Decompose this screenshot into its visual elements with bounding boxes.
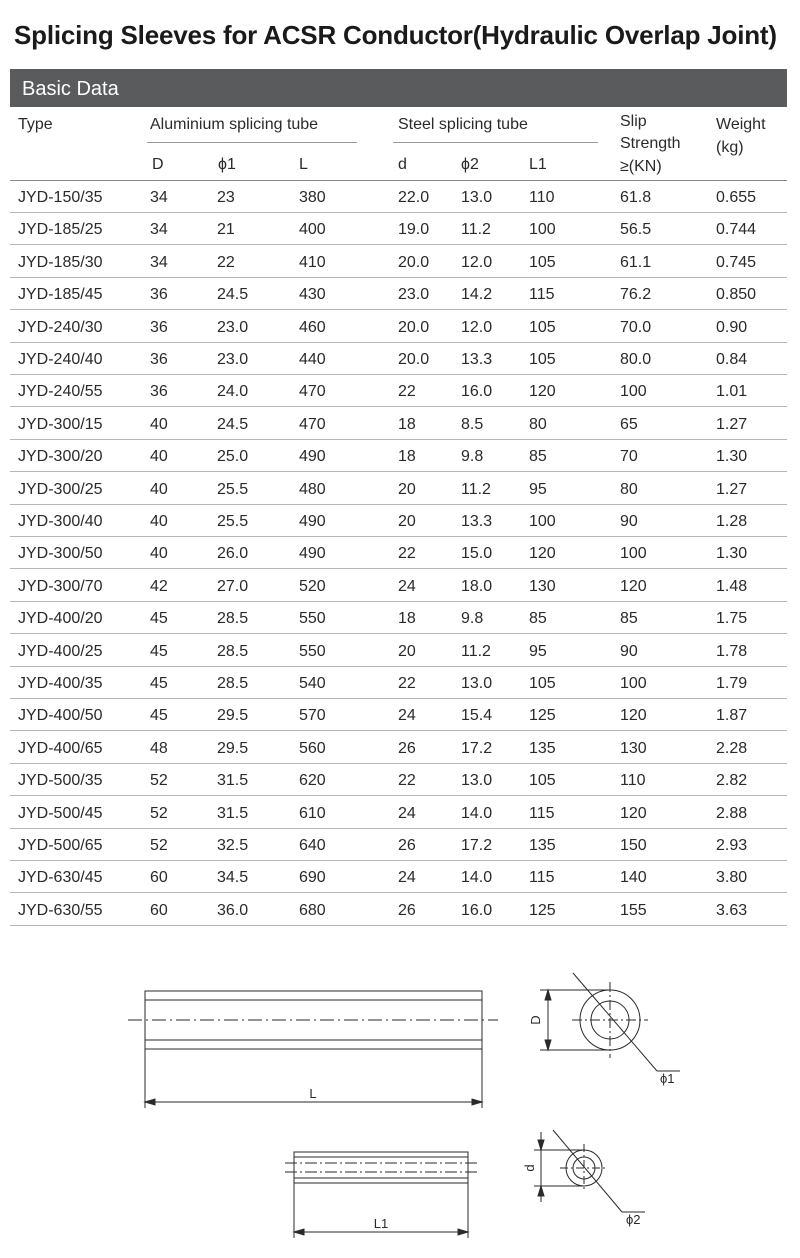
cell-d: 24 xyxy=(398,869,416,887)
cell-d: 26 xyxy=(398,739,416,757)
label-D: D xyxy=(528,1015,543,1025)
cell-phi1: 23.0 xyxy=(217,318,249,336)
cell-phi2: 16.0 xyxy=(461,383,493,401)
cell-L: 540 xyxy=(299,675,326,692)
cell-type: JYD-630/55 xyxy=(18,901,103,919)
cell-D: 40 xyxy=(150,448,168,466)
cell-phi1: 23.0 xyxy=(217,351,249,368)
col-header-phi1: ϕ1 xyxy=(218,156,236,173)
cell-type: JYD-150/35 xyxy=(18,189,103,206)
table-row xyxy=(10,667,787,699)
cell-weight: 1.27 xyxy=(716,415,748,433)
cell-phi2: 8.5 xyxy=(461,415,484,433)
cell-weight: 1.01 xyxy=(716,383,748,401)
cell-L1: 105 xyxy=(529,253,556,271)
cell-weight: 1.75 xyxy=(716,610,748,628)
cell-d: 18 xyxy=(398,610,416,628)
cell-L: 640 xyxy=(299,837,326,854)
cell-slip: 65 xyxy=(620,415,638,433)
cell-slip: 90 xyxy=(620,513,638,530)
table-row xyxy=(10,764,787,796)
cell-weight: 0.84 xyxy=(716,351,748,368)
cell-L1: 105 xyxy=(529,772,556,790)
col-header-slip-2: Strength xyxy=(620,135,681,152)
cell-L: 550 xyxy=(299,610,326,628)
cell-d: 26 xyxy=(398,901,416,919)
cell-L: 380 xyxy=(299,189,326,206)
cell-L1: 130 xyxy=(529,577,556,595)
cell-phi1: 23 xyxy=(217,189,235,206)
col-header-slip-3: ≥(KN) xyxy=(620,158,662,175)
cell-D: 34 xyxy=(150,189,168,206)
cell-phi2: 17.2 xyxy=(461,739,493,757)
cell-slip: 150 xyxy=(620,837,647,854)
cell-type: JYD-400/65 xyxy=(18,739,103,757)
cell-phi2: 17.2 xyxy=(461,837,493,854)
cell-phi1: 29.5 xyxy=(217,739,249,757)
cell-phi2: 14.0 xyxy=(461,869,493,887)
cell-weight: 2.93 xyxy=(716,837,748,854)
cell-slip: 100 xyxy=(620,545,647,563)
cell-type: JYD-300/15 xyxy=(18,415,103,433)
cell-phi2: 15.4 xyxy=(461,707,493,725)
cell-phi2: 13.0 xyxy=(461,675,493,692)
table-row xyxy=(10,278,787,310)
cell-L: 480 xyxy=(299,480,326,498)
cell-type: JYD-400/35 xyxy=(18,675,103,692)
cell-d: 20.0 xyxy=(398,351,430,368)
cell-type: JYD-400/20 xyxy=(18,610,103,628)
cell-L1: 110 xyxy=(529,189,555,206)
cell-phi1: 34.5 xyxy=(217,869,249,887)
cell-type: JYD-185/45 xyxy=(18,286,103,304)
cell-weight: 1.27 xyxy=(716,480,748,498)
cell-L1: 105 xyxy=(529,318,556,336)
table-row xyxy=(10,408,787,440)
cell-L1: 105 xyxy=(529,675,556,692)
cell-D: 45 xyxy=(150,642,168,660)
col-header-weight-2: (kg) xyxy=(716,139,744,156)
cell-slip: 61.1 xyxy=(620,253,652,271)
cell-slip: 110 xyxy=(620,772,646,790)
cell-phi1: 28.5 xyxy=(217,610,249,628)
cell-weight: 0.850 xyxy=(716,286,757,304)
cell-phi1: 27.0 xyxy=(217,577,249,595)
cell-L1: 85 xyxy=(529,610,547,628)
cell-type: JYD-300/50 xyxy=(18,545,103,563)
cell-phi2: 9.8 xyxy=(461,610,484,628)
cell-d: 24 xyxy=(398,577,416,595)
cell-d: 20 xyxy=(398,513,416,530)
cell-phi2: 12.0 xyxy=(461,318,493,336)
cell-phi2: 13.0 xyxy=(461,772,493,790)
cell-D: 45 xyxy=(150,707,168,725)
cell-phi1: 25.5 xyxy=(217,480,249,498)
cell-d: 20 xyxy=(398,480,416,498)
cell-L1: 125 xyxy=(529,901,556,919)
cell-weight: 1.28 xyxy=(716,513,748,530)
cell-phi1: 26.0 xyxy=(217,545,249,563)
page-title: Splicing Sleeves for ACSR Conductor(Hydraulic Overlap Joint) xyxy=(14,20,777,50)
col-header-slip-1: Slip xyxy=(620,113,647,130)
cell-type: JYD-500/35 xyxy=(18,772,103,790)
cell-slip: 100 xyxy=(620,383,647,401)
table-row xyxy=(10,861,787,893)
cell-D: 52 xyxy=(150,837,168,854)
table-row xyxy=(10,732,787,764)
section-header: Basic Data xyxy=(10,69,787,107)
col-header-L1: L1 xyxy=(529,156,547,173)
cell-weight: 2.82 xyxy=(716,772,748,790)
cell-weight: 1.78 xyxy=(716,642,748,660)
table-row xyxy=(10,473,787,505)
col-header-phi2: ϕ2 xyxy=(461,156,479,173)
col-group-steel: Steel splicing tube xyxy=(398,116,528,133)
cell-type: JYD-500/65 xyxy=(18,837,103,854)
cell-slip: 155 xyxy=(620,901,647,919)
cell-weight: 2.88 xyxy=(716,804,748,822)
cell-phi1: 36.0 xyxy=(217,901,249,919)
group-underline-aluminium xyxy=(147,142,357,143)
cell-D: 45 xyxy=(150,610,168,628)
table-row xyxy=(10,343,787,375)
cell-phi2: 14.2 xyxy=(461,286,493,304)
cell-phi2: 12.0 xyxy=(461,253,493,271)
cell-L: 470 xyxy=(299,415,326,433)
cell-phi1: 32.5 xyxy=(217,837,249,854)
cell-slip: 120 xyxy=(620,577,647,595)
cell-type: JYD-300/40 xyxy=(18,513,103,530)
cell-weight: 1.30 xyxy=(716,448,748,466)
cell-phi1: 31.5 xyxy=(217,772,249,790)
cell-phi1: 28.5 xyxy=(217,642,249,660)
table-row xyxy=(10,699,787,731)
cell-phi1: 29.5 xyxy=(217,707,249,725)
cell-slip: 80 xyxy=(620,480,638,498)
cell-slip: 61.8 xyxy=(620,189,652,206)
col-header-weight-1: Weight xyxy=(716,116,766,133)
cell-L: 550 xyxy=(299,642,326,660)
table-row xyxy=(10,570,787,602)
cell-D: 40 xyxy=(150,415,168,433)
cell-d: 20.0 xyxy=(398,253,430,271)
cell-weight: 1.30 xyxy=(716,545,748,563)
cell-slip: 120 xyxy=(620,707,647,725)
cell-phi1: 24.5 xyxy=(217,286,249,304)
cell-d: 22 xyxy=(398,383,416,401)
cell-d: 20 xyxy=(398,642,416,660)
cell-phi2: 16.0 xyxy=(461,901,493,919)
cell-weight: 2.28 xyxy=(716,739,748,757)
table-row xyxy=(10,440,787,472)
cell-type: JYD-185/25 xyxy=(18,221,103,239)
cell-L: 520 xyxy=(299,577,326,595)
cell-type: JYD-300/70 xyxy=(18,577,103,595)
cell-slip: 70.0 xyxy=(620,318,652,336)
cell-L: 430 xyxy=(299,286,326,304)
cell-d: 26 xyxy=(398,837,416,854)
table-row xyxy=(10,213,787,245)
cell-L: 610 xyxy=(299,804,326,822)
cell-d: 18 xyxy=(398,415,416,433)
col-header-D: D xyxy=(152,156,164,173)
cell-slip: 90 xyxy=(620,642,638,660)
table-row xyxy=(10,537,787,569)
cell-L1: 85 xyxy=(529,448,547,466)
cell-slip: 130 xyxy=(620,739,647,757)
cell-d: 22 xyxy=(398,545,416,563)
table-row xyxy=(10,505,787,537)
cell-phi1: 22 xyxy=(217,253,235,271)
cell-L: 490 xyxy=(299,448,326,466)
cell-L1: 115 xyxy=(529,869,555,887)
label-L: L xyxy=(309,1086,317,1101)
cell-phi1: 24.5 xyxy=(217,415,249,433)
cell-weight: 1.87 xyxy=(716,707,748,725)
cell-weight: 3.80 xyxy=(716,869,748,887)
cell-L: 690 xyxy=(299,869,326,887)
cell-phi2: 13.0 xyxy=(461,189,493,206)
cell-L: 440 xyxy=(299,351,326,368)
cell-L: 470 xyxy=(299,383,326,401)
cell-L: 400 xyxy=(299,221,326,239)
cell-d: 24 xyxy=(398,804,416,822)
table-row xyxy=(10,246,787,278)
cell-d: 18 xyxy=(398,448,416,466)
cell-phi2: 13.3 xyxy=(461,351,493,368)
cell-phi2: 18.0 xyxy=(461,577,493,595)
table-row xyxy=(10,635,787,667)
label-phi2: ϕ2 xyxy=(626,1212,641,1227)
cell-D: 45 xyxy=(150,675,168,692)
cell-L: 560 xyxy=(299,739,326,757)
cell-type: JYD-240/30 xyxy=(18,318,103,336)
cell-L1: 80 xyxy=(529,415,547,433)
dimension-drawing xyxy=(0,950,800,1258)
table-row xyxy=(10,894,787,926)
cell-type: JYD-500/45 xyxy=(18,804,103,822)
cell-d: 22 xyxy=(398,675,416,692)
cell-L1: 120 xyxy=(529,383,556,401)
cell-phi2: 11.2 xyxy=(461,642,491,660)
cell-weight: 1.48 xyxy=(716,577,748,595)
col-group-aluminium: Aluminium splicing tube xyxy=(150,116,319,133)
col-header-type: Type xyxy=(18,116,53,133)
cell-phi1: 28.5 xyxy=(217,675,249,692)
cell-L1: 115 xyxy=(529,286,555,304)
col-header-L: L xyxy=(299,156,308,173)
cell-D: 36 xyxy=(150,351,168,368)
cell-D: 40 xyxy=(150,480,168,498)
cell-L1: 100 xyxy=(529,221,556,239)
cell-phi2: 11.2 xyxy=(461,480,491,498)
cell-L: 460 xyxy=(299,318,326,336)
cell-D: 60 xyxy=(150,869,168,887)
cell-L1: 135 xyxy=(529,837,556,854)
cell-D: 42 xyxy=(150,577,168,595)
table-row xyxy=(10,829,787,861)
cell-L1: 115 xyxy=(529,804,555,822)
cell-type: JYD-300/25 xyxy=(18,480,103,498)
cell-D: 52 xyxy=(150,772,168,790)
cell-L: 570 xyxy=(299,707,326,725)
cell-D: 36 xyxy=(150,383,168,401)
cell-type: JYD-240/40 xyxy=(18,351,103,368)
cell-D: 34 xyxy=(150,221,168,239)
cell-L1: 135 xyxy=(529,739,556,757)
cell-L: 490 xyxy=(299,545,326,563)
cell-phi2: 13.3 xyxy=(461,513,493,530)
cell-slip: 80.0 xyxy=(620,351,652,368)
cell-D: 40 xyxy=(150,513,168,530)
cell-phi2: 15.0 xyxy=(461,545,493,563)
cell-type: JYD-240/55 xyxy=(18,383,103,401)
cell-D: 48 xyxy=(150,739,168,757)
cell-d: 20.0 xyxy=(398,318,430,336)
cell-type: JYD-400/50 xyxy=(18,707,103,725)
cell-L: 490 xyxy=(299,513,326,530)
cell-type: JYD-400/25 xyxy=(18,642,103,660)
cell-L1: 95 xyxy=(529,480,547,498)
cell-d: 22.0 xyxy=(398,189,430,206)
cell-weight: 0.745 xyxy=(716,253,757,271)
cell-slip: 100 xyxy=(620,675,647,692)
label-phi1: ϕ1 xyxy=(660,1071,675,1086)
cell-type: JYD-630/45 xyxy=(18,869,103,887)
label-L1: L1 xyxy=(373,1216,389,1231)
cell-weight: 0.744 xyxy=(716,221,757,239)
cell-phi2: 14.0 xyxy=(461,804,493,822)
cell-weight: 0.90 xyxy=(716,318,748,336)
cell-phi1: 21 xyxy=(217,221,235,239)
cell-D: 40 xyxy=(150,545,168,563)
cell-D: 60 xyxy=(150,901,168,919)
table-row xyxy=(10,311,787,343)
cell-L: 620 xyxy=(299,772,326,790)
label-d: d xyxy=(522,1164,537,1172)
cell-weight: 3.63 xyxy=(716,901,748,919)
cell-D: 52 xyxy=(150,804,168,822)
cell-L1: 95 xyxy=(529,642,547,660)
cell-phi2: 9.8 xyxy=(461,448,484,466)
cell-D: 36 xyxy=(150,286,168,304)
steel-tube-end-view xyxy=(534,1130,645,1212)
cell-phi1: 25.0 xyxy=(217,448,249,466)
group-underline-steel xyxy=(393,142,598,143)
cell-L1: 120 xyxy=(529,545,556,563)
table-row xyxy=(10,797,787,829)
cell-type: JYD-300/20 xyxy=(18,448,103,466)
cell-slip: 70 xyxy=(620,448,638,466)
table-row xyxy=(10,181,787,213)
cell-D: 34 xyxy=(150,253,168,271)
cell-phi1: 24.0 xyxy=(217,383,249,401)
table-row xyxy=(10,375,787,407)
cell-L: 410 xyxy=(299,253,326,271)
aluminium-tube-end-view xyxy=(540,973,680,1071)
cell-phi1: 31.5 xyxy=(217,804,249,822)
cell-type: JYD-185/30 xyxy=(18,253,103,271)
cell-L1: 100 xyxy=(529,513,556,530)
cell-d: 24 xyxy=(398,707,416,725)
cell-slip: 140 xyxy=(620,869,647,887)
cell-d: 19.0 xyxy=(398,221,430,239)
table-row xyxy=(10,602,787,634)
cell-d: 22 xyxy=(398,772,416,790)
cell-phi2: 11.2 xyxy=(461,221,491,239)
col-header-d: d xyxy=(398,156,407,173)
cell-weight: 1.79 xyxy=(716,675,748,692)
cell-slip: 76.2 xyxy=(620,286,652,304)
cell-weight: 0.655 xyxy=(716,189,757,206)
cell-L: 680 xyxy=(299,901,326,919)
cell-slip: 120 xyxy=(620,804,647,822)
cell-phi1: 25.5 xyxy=(217,513,249,530)
cell-L1: 105 xyxy=(529,351,556,368)
cell-d: 23.0 xyxy=(398,286,430,304)
cell-slip: 85 xyxy=(620,610,638,628)
cell-slip: 56.5 xyxy=(620,221,652,239)
cell-L1: 125 xyxy=(529,707,556,725)
cell-D: 36 xyxy=(150,318,168,336)
